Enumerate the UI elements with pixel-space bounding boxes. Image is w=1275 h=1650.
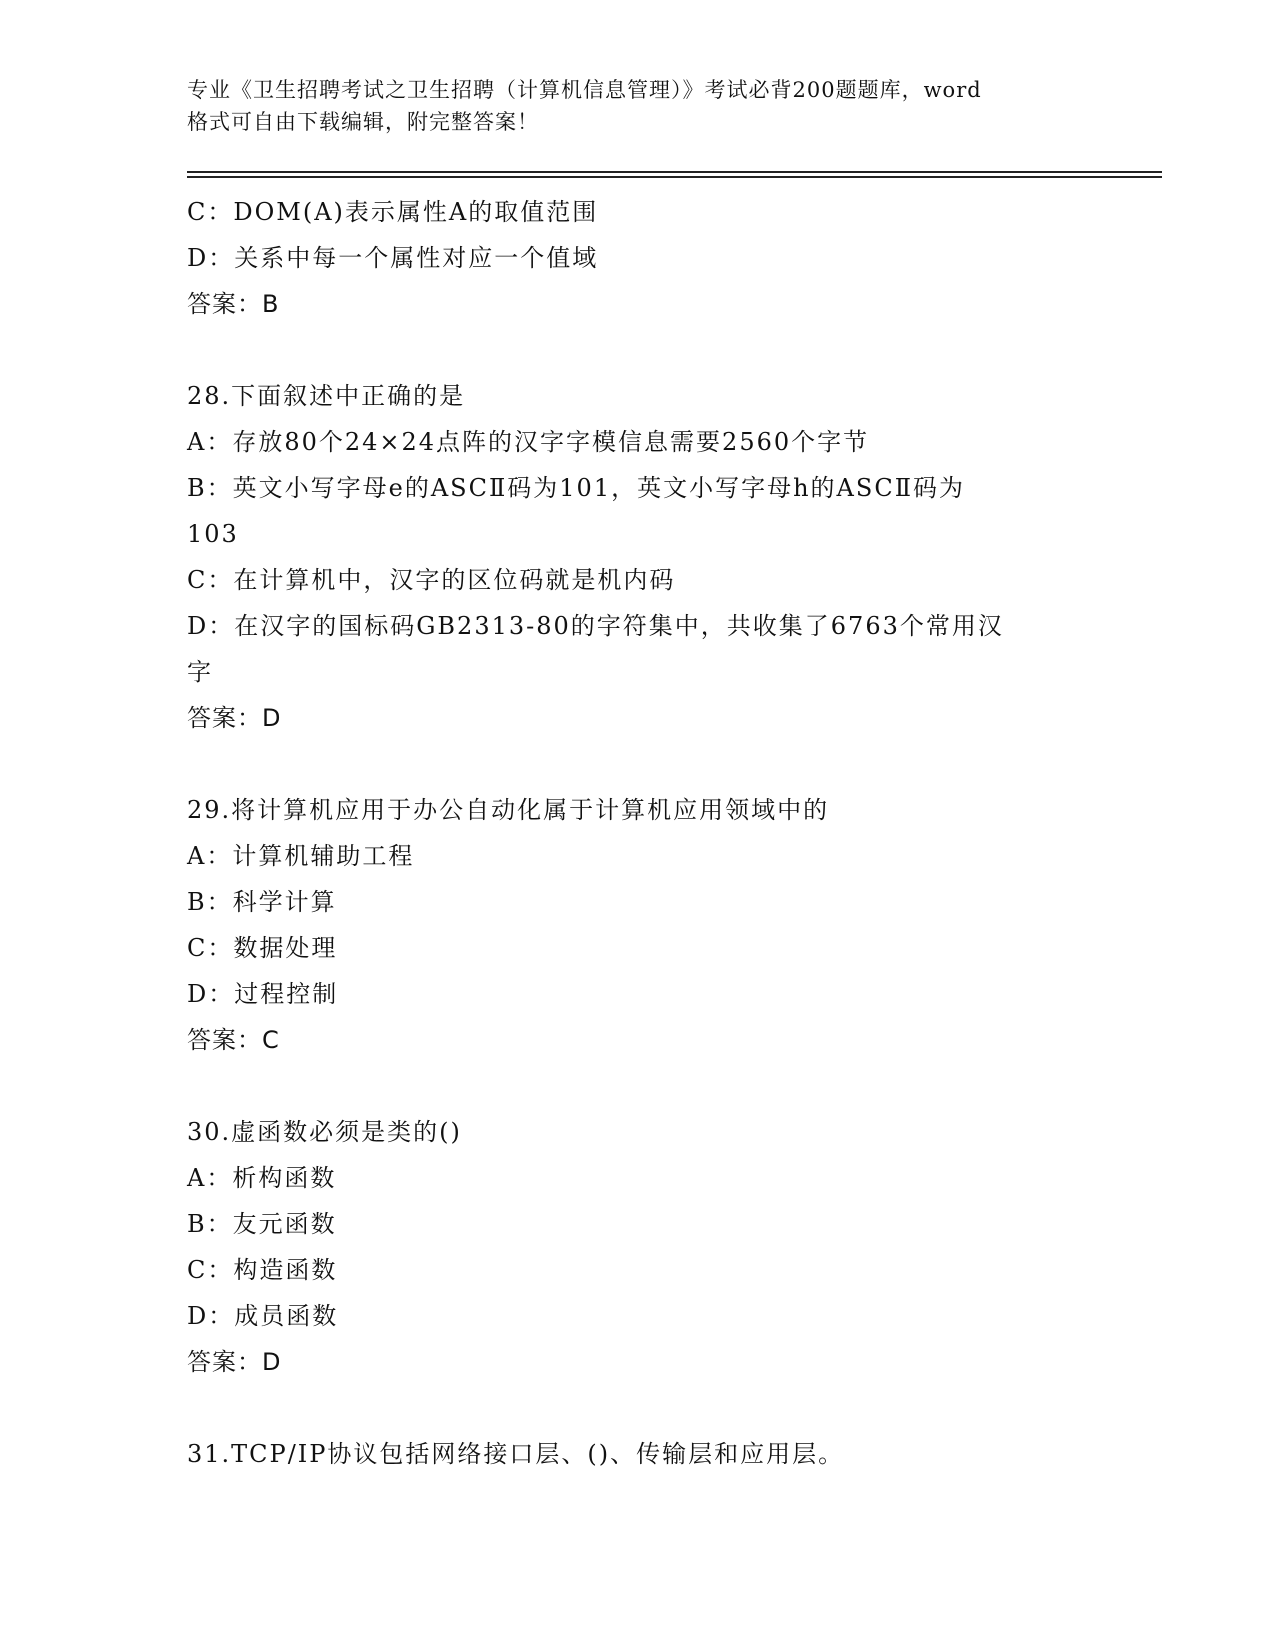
spacer bbox=[187, 327, 1067, 373]
question-30 bbox=[187, 1109, 1067, 1385]
answer: 答案：B bbox=[187, 290, 280, 318]
option-b: B：科学计算 bbox=[187, 888, 337, 916]
question-28 bbox=[187, 373, 1067, 741]
spacer bbox=[187, 1063, 1067, 1109]
option-d: D：关系中每一个属性对应一个值域 bbox=[187, 244, 599, 272]
option-b-continued: 103 bbox=[187, 520, 239, 548]
question-stem: 28.下面叙述中正确的是 bbox=[187, 382, 466, 410]
option-b: B：友元函数 bbox=[187, 1210, 337, 1238]
question-stem: 30.虚函数必须是类的() bbox=[187, 1118, 462, 1146]
question-27-tail bbox=[187, 189, 1067, 327]
option-c: C：DOM(A)表示属性A的取值范围 bbox=[187, 198, 599, 226]
spacer bbox=[187, 1385, 1067, 1431]
question-stem: 29.将计算机应用于办公自动化属于计算机应用领域中的 bbox=[187, 796, 830, 824]
option-c: C：构造函数 bbox=[187, 1256, 338, 1284]
document-header bbox=[187, 74, 1087, 138]
header-line-1: 专业《卫生招聘考试之卫生招聘（计算机信息管理）》考试必背200题题库，word bbox=[187, 78, 982, 102]
option-c: C：在计算机中，汉字的区位码就是机内码 bbox=[187, 566, 676, 594]
option-c: C：数据处理 bbox=[187, 934, 338, 962]
option-a: A：存放80个24×24点阵的汉字字模信息需要2560个字节 bbox=[187, 428, 870, 456]
option-d-continued: 字 bbox=[187, 658, 213, 686]
option-b: B：英文小写字母e的ASCⅡ码为101，英文小写字母h的ASCⅡ码为 bbox=[187, 474, 966, 502]
question-31 bbox=[187, 1431, 1067, 1477]
spacer bbox=[187, 741, 1067, 787]
option-d: D：成员函数 bbox=[187, 1302, 339, 1330]
header-line-2: 格式可自由下载编辑，附完整答案！ bbox=[187, 110, 539, 134]
answer: 答案：D bbox=[187, 1348, 282, 1376]
option-a: A：析构函数 bbox=[187, 1164, 337, 1192]
question-29 bbox=[187, 787, 1067, 1063]
answer: 答案：D bbox=[187, 704, 282, 732]
option-d: D：过程控制 bbox=[187, 980, 339, 1008]
option-d: D：在汉字的国标码GB2313-80的字符集中，共收集了6763个常用汉 bbox=[187, 612, 1004, 640]
question-list bbox=[187, 189, 1067, 1477]
question-stem: 31.TCP/IP协议包括网络接口层、()、传输层和应用层。 bbox=[187, 1440, 845, 1468]
header-rule-top bbox=[187, 171, 1162, 173]
answer: 答案：C bbox=[187, 1026, 280, 1054]
option-a: A：计算机辅助工程 bbox=[187, 842, 415, 870]
header-rule-bottom bbox=[187, 176, 1162, 178]
